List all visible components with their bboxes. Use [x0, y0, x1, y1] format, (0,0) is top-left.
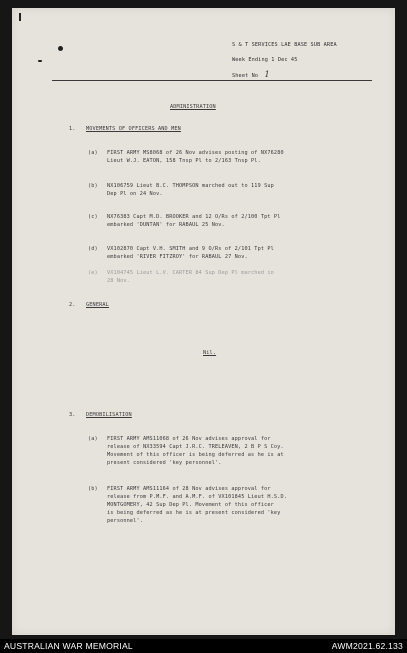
item-line: embarked 'DUNTAN' for RABAUL 25 Nov. [107, 222, 225, 228]
item-label: (c) [88, 214, 98, 220]
document-title: ADMINISTRATION [170, 104, 216, 110]
punch-hole-top [58, 46, 63, 51]
item-line: present considered 'key personnel'. [107, 460, 222, 466]
item-label: (a) [88, 436, 98, 442]
section-number: 2. [69, 302, 76, 308]
punch-mark-small [38, 60, 42, 62]
item-line: FIRST ARMY MS8068 of 26 Nov advises posting of NX76280 [107, 150, 284, 156]
item-line: release of NX33594 Capt J.R.C. TRELEAVEN, 2 B P S Coy. [107, 444, 284, 450]
item-line: VX104745 Lieut L.V. CARTER 84 Sup Dep Pl marched in [107, 270, 274, 276]
header-unit: S & T SERVICES LAE BASE SUB AREA [232, 42, 337, 48]
document-page [12, 8, 395, 635]
item-line: Movement of this officer is being deferred as he is at [107, 452, 284, 458]
item-label: (b) [88, 183, 98, 189]
header-rule [52, 80, 372, 81]
item-line: Dep Pl on 24 Nov. [107, 191, 163, 197]
section-heading: DEMOBILISATION [86, 412, 132, 418]
item-label: (b) [88, 486, 98, 492]
section-number: 3. [69, 412, 76, 418]
header-sheet-label: Sheet No [232, 73, 259, 79]
item-line: embarked 'RIVER FITZROY' for RABAUL 27 Nov. [107, 254, 248, 260]
item-line: is being deferred as he is at present considered 'key [107, 510, 281, 516]
punch-mark [19, 13, 21, 21]
item-line: VX102870 Capt V.H. SMITH and 9 O/Rs of 2/101 Tpt Pl [107, 246, 274, 252]
item-line: FIRST ARMY AMS11164 of 28 Nov advises approval for [107, 486, 271, 492]
item-line: NX76383 Capt M.D. BROOKER and 12 O/Rs of 2/100 Tpt Pl [107, 214, 281, 220]
footer-accession-number: AWM2021.62.133 [331, 641, 403, 651]
header-week: Week Ending 1 Dec 45 [232, 57, 298, 63]
section-heading: MOVEMENTS OF OFFICERS AND MEN [86, 126, 181, 132]
footer-institution: AUSTRALIAN WAR MEMORIAL [4, 641, 133, 651]
item-label: (e) [88, 270, 98, 276]
section-nil: Nil. [203, 350, 217, 356]
item-line: FIRST ARMY AMS11068 of 26 Nov advises approval for [107, 436, 271, 442]
item-line: 28 Nov. [107, 278, 130, 284]
item-line: Lieut W.J. EATON, 158 Tnsp Pl to 2/163 Tnsp Pl. [107, 158, 261, 164]
item-line: MONTGOMERY, 42 Sup Dep Pl. Movement of this officer [107, 502, 274, 508]
section-heading: GENERAL [86, 302, 109, 308]
item-line: release from P.M.F. and A.M.F. of VX101845 Lieut H.S.D. [107, 494, 288, 500]
item-line: personnel'. [107, 518, 144, 524]
archive-footer [0, 639, 407, 653]
item-label: (d) [88, 246, 98, 252]
item-label: (a) [88, 150, 98, 156]
header-sheet-number: 1 [264, 70, 270, 79]
section-number: 1. [69, 126, 76, 132]
header-sheet [232, 71, 270, 80]
item-line: NX106759 Lieut B.C. THOMPSON marched out to 119 Sup [107, 183, 274, 189]
